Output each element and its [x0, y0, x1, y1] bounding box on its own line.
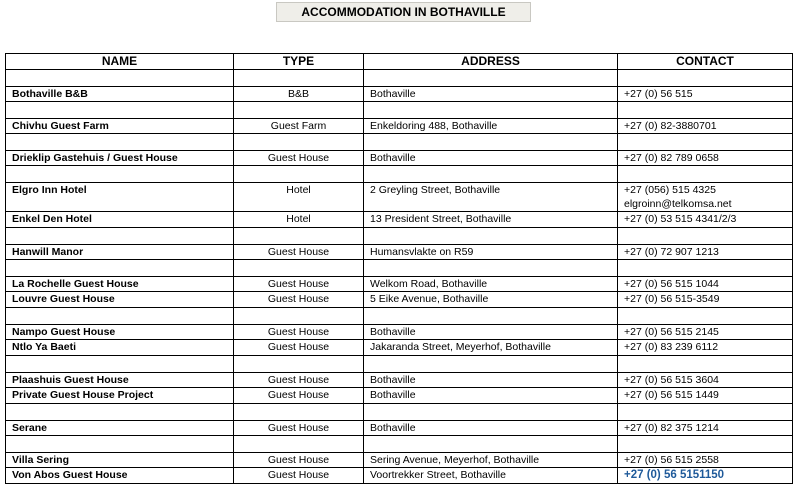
cell-type: Guest House: [234, 388, 364, 404]
cell-address: Bothaville: [364, 87, 618, 102]
page-title: ACCOMMODATION IN BOTHAVILLE: [276, 2, 531, 22]
cell-type: Guest House: [234, 151, 364, 166]
cell-contact: +27 (0) 56 515 1044: [618, 277, 793, 292]
cell-type: Guest House: [234, 468, 364, 484]
cell-contact: [618, 183, 793, 212]
cell-contact: +27 (0) 83 239 6112: [618, 340, 793, 356]
table-row: [6, 183, 793, 212]
table-row: [6, 468, 793, 484]
header-address: ADDRESS: [364, 54, 618, 70]
cell-contact: +27 (0) 72 907 1213: [618, 245, 793, 260]
spacer-row: [6, 260, 793, 277]
table-row: [6, 421, 793, 436]
table-row: [6, 373, 793, 388]
cell-address: 5 Eike Avenue, Bothaville: [364, 292, 618, 308]
header-row: [6, 54, 793, 70]
cell-type: Guest House: [234, 340, 364, 356]
cell-contact: +27 (0) 53 515 4341/2/3: [618, 212, 793, 228]
cell-address: Bothaville: [364, 325, 618, 340]
cell-contact: [618, 468, 793, 484]
cell-address: Jakaranda Street, Meyerhof, Bothaville: [364, 340, 618, 356]
cell-type: Hotel: [234, 183, 364, 212]
cell-name: Ntlo Ya Baeti: [6, 340, 234, 356]
cell-type: Hotel: [234, 212, 364, 228]
table-row: [6, 340, 793, 356]
table-row: [6, 453, 793, 468]
cell-name: La Rochelle Guest House: [6, 277, 234, 292]
cell-contact: +27 (0) 56 515-3549: [618, 292, 793, 308]
cell-name: Louvre Guest House: [6, 292, 234, 308]
cell-name: Nampo Guest House: [6, 325, 234, 340]
cell-type: Guest House: [234, 292, 364, 308]
table-row: [6, 388, 793, 404]
accommodation-table: [5, 53, 793, 484]
cell-type: B&B: [234, 87, 364, 102]
cell-name: Bothaville B&B: [6, 87, 234, 102]
table-row: [6, 325, 793, 340]
table-row: [6, 87, 793, 102]
cell-type: Guest House: [234, 453, 364, 468]
cell-name: Villa Sering: [6, 453, 234, 468]
table-row: [6, 245, 793, 260]
cell-type: Guest Farm: [234, 119, 364, 134]
cell-name: Enkel Den Hotel: [6, 212, 234, 228]
cell-address: Bothaville: [364, 388, 618, 404]
spacer-row: [6, 134, 793, 151]
table-row: [6, 292, 793, 308]
cell-address: 13 President Street, Bothaville: [364, 212, 618, 228]
cell-contact: +27 (0) 82 789 0658: [618, 151, 793, 166]
spacer-row: [6, 356, 793, 373]
cell-type: Guest House: [234, 245, 364, 260]
cell-address: Bothaville: [364, 421, 618, 436]
cell-type: Guest House: [234, 373, 364, 388]
cell-name: Serane: [6, 421, 234, 436]
cell-name: Plaashuis Guest House: [6, 373, 234, 388]
spacer-row: [6, 308, 793, 325]
table-row: [6, 212, 793, 228]
cell-address: Bothaville: [364, 151, 618, 166]
cell-address: Enkeldoring 488, Bothaville: [364, 119, 618, 134]
cell-address: Bothaville: [364, 373, 618, 388]
cell-address: 2 Greyling Street, Bothaville: [364, 183, 618, 212]
cell-name: Private Guest House Project: [6, 388, 234, 404]
cell-contact: +27 (0) 82 375 1214: [618, 421, 793, 436]
header-type: TYPE: [234, 54, 364, 70]
table-row: [6, 277, 793, 292]
spacer-row: [6, 102, 793, 119]
spacer-row: [6, 228, 793, 245]
cell-address: Welkom Road, Bothaville: [364, 277, 618, 292]
contact-email[interactable]: elgroinn@telkomsa.net: [624, 198, 732, 210]
table-row: [6, 119, 793, 134]
spacer-row: [6, 166, 793, 183]
cell-contact: +27 (0) 82-3880701: [618, 119, 793, 134]
cell-name: Chivhu Guest Farm: [6, 119, 234, 134]
contact-phone-highlight: +27 (0) 56 5151150: [624, 469, 725, 481]
contact-phone: +27 (056) 515 4325: [624, 184, 716, 196]
cell-type: Guest House: [234, 277, 364, 292]
spacer-row: [6, 70, 793, 87]
header-name: NAME: [6, 54, 234, 70]
spacer-row: [6, 436, 793, 453]
cell-name: Hanwill Manor: [6, 245, 234, 260]
cell-address: Humansvlakte on R59: [364, 245, 618, 260]
cell-address: Sering Avenue, Meyerhof, Bothaville: [364, 453, 618, 468]
cell-name: Drieklip Gastehuis / Guest House: [6, 151, 234, 166]
cell-contact: +27 (0) 56 515 3604: [618, 373, 793, 388]
cell-contact: +27 (0) 56 515 1449: [618, 388, 793, 404]
spacer-row: [6, 404, 793, 421]
cell-contact: +27 (0) 56 515: [618, 87, 793, 102]
cell-name: Elgro Inn Hotel: [6, 183, 234, 212]
cell-contact: +27 (0) 56 515 2145: [618, 325, 793, 340]
header-contact: CONTACT: [618, 54, 793, 70]
cell-contact: +27 (0) 56 515 2558: [618, 453, 793, 468]
cell-name: Von Abos Guest House: [6, 468, 234, 484]
cell-address: Voortrekker Street, Bothaville: [364, 468, 618, 484]
cell-type: Guest House: [234, 421, 364, 436]
table-row: [6, 151, 793, 166]
cell-type: Guest House: [234, 325, 364, 340]
